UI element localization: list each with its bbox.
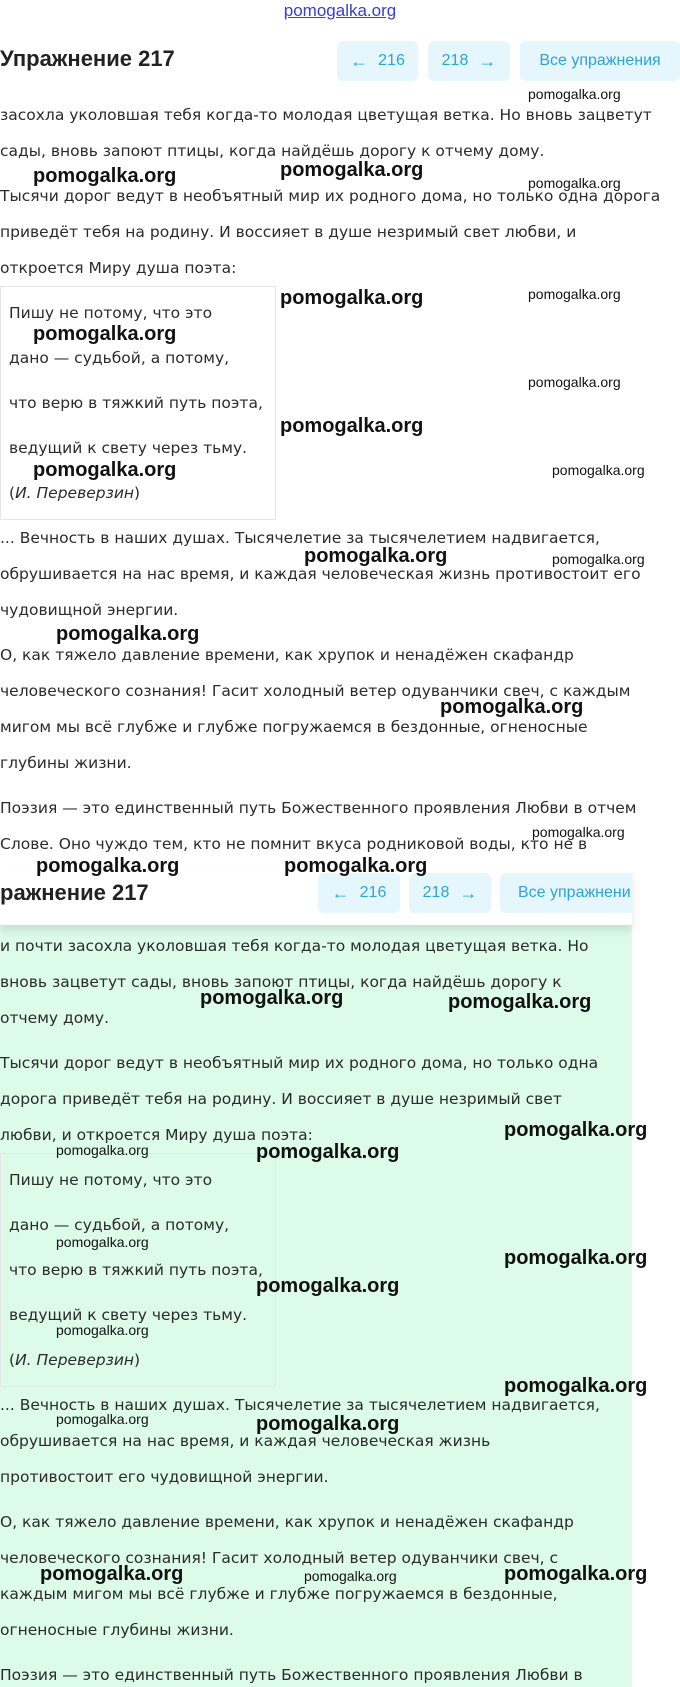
next-exercise-button[interactable] [428,41,510,81]
watermark: pomogalka.org [504,1375,648,1397]
arrow-left-icon: ← [350,50,369,71]
watermark: pomogalka.org [36,855,180,877]
text-line: обрушивается на нас время, и каждая человеческая жизнь [0,1432,491,1450]
text-line: любви, и откроется Миру душа поэта: [0,1126,313,1144]
watermark: pomogalka.org [448,991,592,1013]
watermark: pomogalka.org [280,159,424,181]
text-line: Слове. Оно чуждо тем, кто не помнит вкуса родниковой воды, кто не в [0,835,588,853]
poem-line: Пишу не потому, что это [9,1171,213,1189]
watermark: pomogalka.org [528,86,621,102]
text-line: отчему дому. [0,1009,109,1027]
poem-quote [0,286,276,520]
arrow-right-icon: → [478,50,497,71]
text-line: чудовищной энергии. [0,601,179,619]
text-line: Поэзия — это единственный путь Божественного проявления Любви в [0,1666,583,1684]
watermark: pomogalka.org [56,1411,149,1427]
text-line: каждым мигом мы всё глубже и глубже погружаемся в бездонные, [0,1585,558,1603]
watermark: pomogalka.org [552,462,645,478]
watermark: pomogalka.org [40,1563,184,1585]
poem-author: (И. Переверзин) [9,1351,141,1369]
text-line: Тысячи дорог ведут в необъятный мир их родного дома, но только одна [0,1054,599,1072]
poem-quote-answer [0,1153,276,1387]
text-line: огненосные глубины жизни. [0,1621,234,1639]
watermark: pomogalka.org [280,415,424,437]
watermark: pomogalka.org [528,286,621,302]
watermark: pomogalka.org [528,374,621,390]
arrow-right-icon: → [459,882,478,903]
poem-line: дано — судьбой, а потому, [9,349,230,367]
watermark: pomogalka.org [33,165,177,187]
text-line: сады, вновь запоют птицы, когда найдёшь дорогу к отчему дому. [0,142,545,160]
text-line: дорога приведёт тебя на родину. И воссияет в душе незримый свет [0,1090,562,1108]
watermark: pomogalka.org [504,1563,648,1585]
watermark: pomogalka.org [56,623,200,645]
next-exercise-label: 218 [441,52,469,69]
text-line: обрушивается на нас время, и каждая человеческая жизнь противостоит его [0,565,641,583]
exercise-nav-sticky [0,870,632,925]
watermark: pomogalka.org [552,551,645,567]
text-line: откроется Миру душа поэта: [0,259,237,277]
poem-author: (И. Переверзин) [9,484,141,502]
text-line: Тысячи дорог ведут в необъятный мир их родного дома, но только одна дорога [0,187,661,205]
text-line: ... Вечность в наших душах. Тысячелетие за тысячелетием надвигается, [0,1396,600,1414]
poem-line: ведущий к свету через тьму. [9,439,248,457]
poem-line: Пишу не потому, что это [9,304,213,322]
poem-line: что верю в тяжкий путь поэта, [9,1261,263,1279]
watermark: pomogalka.org [504,1119,648,1141]
watermark: pomogalka.org [256,1413,400,1435]
watermark: pomogalka.org [504,1247,648,1269]
text-line: человеческого сознания! Гасит холодный ветер одуванчики свеч, с [0,1549,559,1567]
next-exercise-button-sticky[interactable] [409,873,491,913]
text-line: О, как тяжело давление времени, как хрупок и ненадёжен скафандр [0,646,574,664]
text-line: мигом мы всё глубже и глубже погружаемся в бездонные, огненосные [0,718,588,736]
all-exercises-button[interactable] [520,41,680,81]
prev-exercise-label: 216 [359,884,387,901]
watermark: pomogalka.org [304,545,448,567]
all-exercises-label: Все упражнени [518,884,631,901]
watermark: pomogalka.org [256,1141,400,1163]
next-exercise-label: 218 [422,884,450,901]
watermark: pomogalka.org [33,323,177,345]
watermark: pomogalka.org [56,1322,149,1338]
poem-line: ведущий к свету через тьму. [9,1306,248,1324]
watermark: pomogalka.org [284,855,428,877]
watermark: pomogalka.org [528,175,621,191]
watermark: pomogalka.org [56,1234,149,1250]
arrow-left-icon: ← [331,882,350,903]
watermark: pomogalka.org [56,1142,149,1158]
watermark: pomogalka.org [532,824,625,840]
prev-exercise-label: 216 [378,52,405,69]
text-line: О, как тяжело давление времени, как хрупок и ненадёжен скафандр [0,1513,574,1531]
text-line: противостоит его чудовищной энергии. [0,1468,329,1486]
all-exercises-button-sticky[interactable] [500,873,632,913]
watermark: pomogalka.org [440,696,584,718]
prev-exercise-button-sticky[interactable] [318,873,400,913]
text-line: глубины жизни. [0,754,132,772]
text-line: человеческого сознания! Гасит холодный ветер одуванчики свеч, с каждым [0,682,631,700]
poem-line: что верю в тяжкий путь поэта, [9,394,263,412]
watermark: pomogalka.org [304,1568,397,1584]
page-title: Упражнение 217 [0,46,175,71]
text-line: приведёт тебя на родину. И воссияет в душе незримый свет любви, и [0,223,577,241]
text-line: ... Вечность в наших душах. Тысячелетие за тысячелетием надвигается, [0,529,600,547]
watermark: pomogalka.org [280,287,424,309]
text-line: засохла уколовшая тебя когда-то молодая цветущая ветка. Но вновь зацветут [0,106,652,124]
text-line: и почти засохла уколовшая тебя когда-то молодая цветущая ветка. Но [0,937,589,955]
all-exercises-label: Все упражнения [539,52,661,69]
site-logo[interactable]: pomogalka.org [283,1,397,20]
text-line: вновь зацветут сады, вновь запоют птицы, когда найдёшь дорогу к [0,973,562,991]
watermark: pomogalka.org [33,459,177,481]
watermark: pomogalka.org [256,1275,400,1297]
watermark: pomogalka.org [200,987,344,1009]
prev-exercise-button[interactable] [337,41,418,81]
text-line: Поэзия — это единственный путь Божественного проявления Любви в отчем [0,799,637,817]
poem-line: дано — судьбой, а потому, [9,1216,230,1234]
page-title-sticky: ражнение 217 [0,880,149,905]
